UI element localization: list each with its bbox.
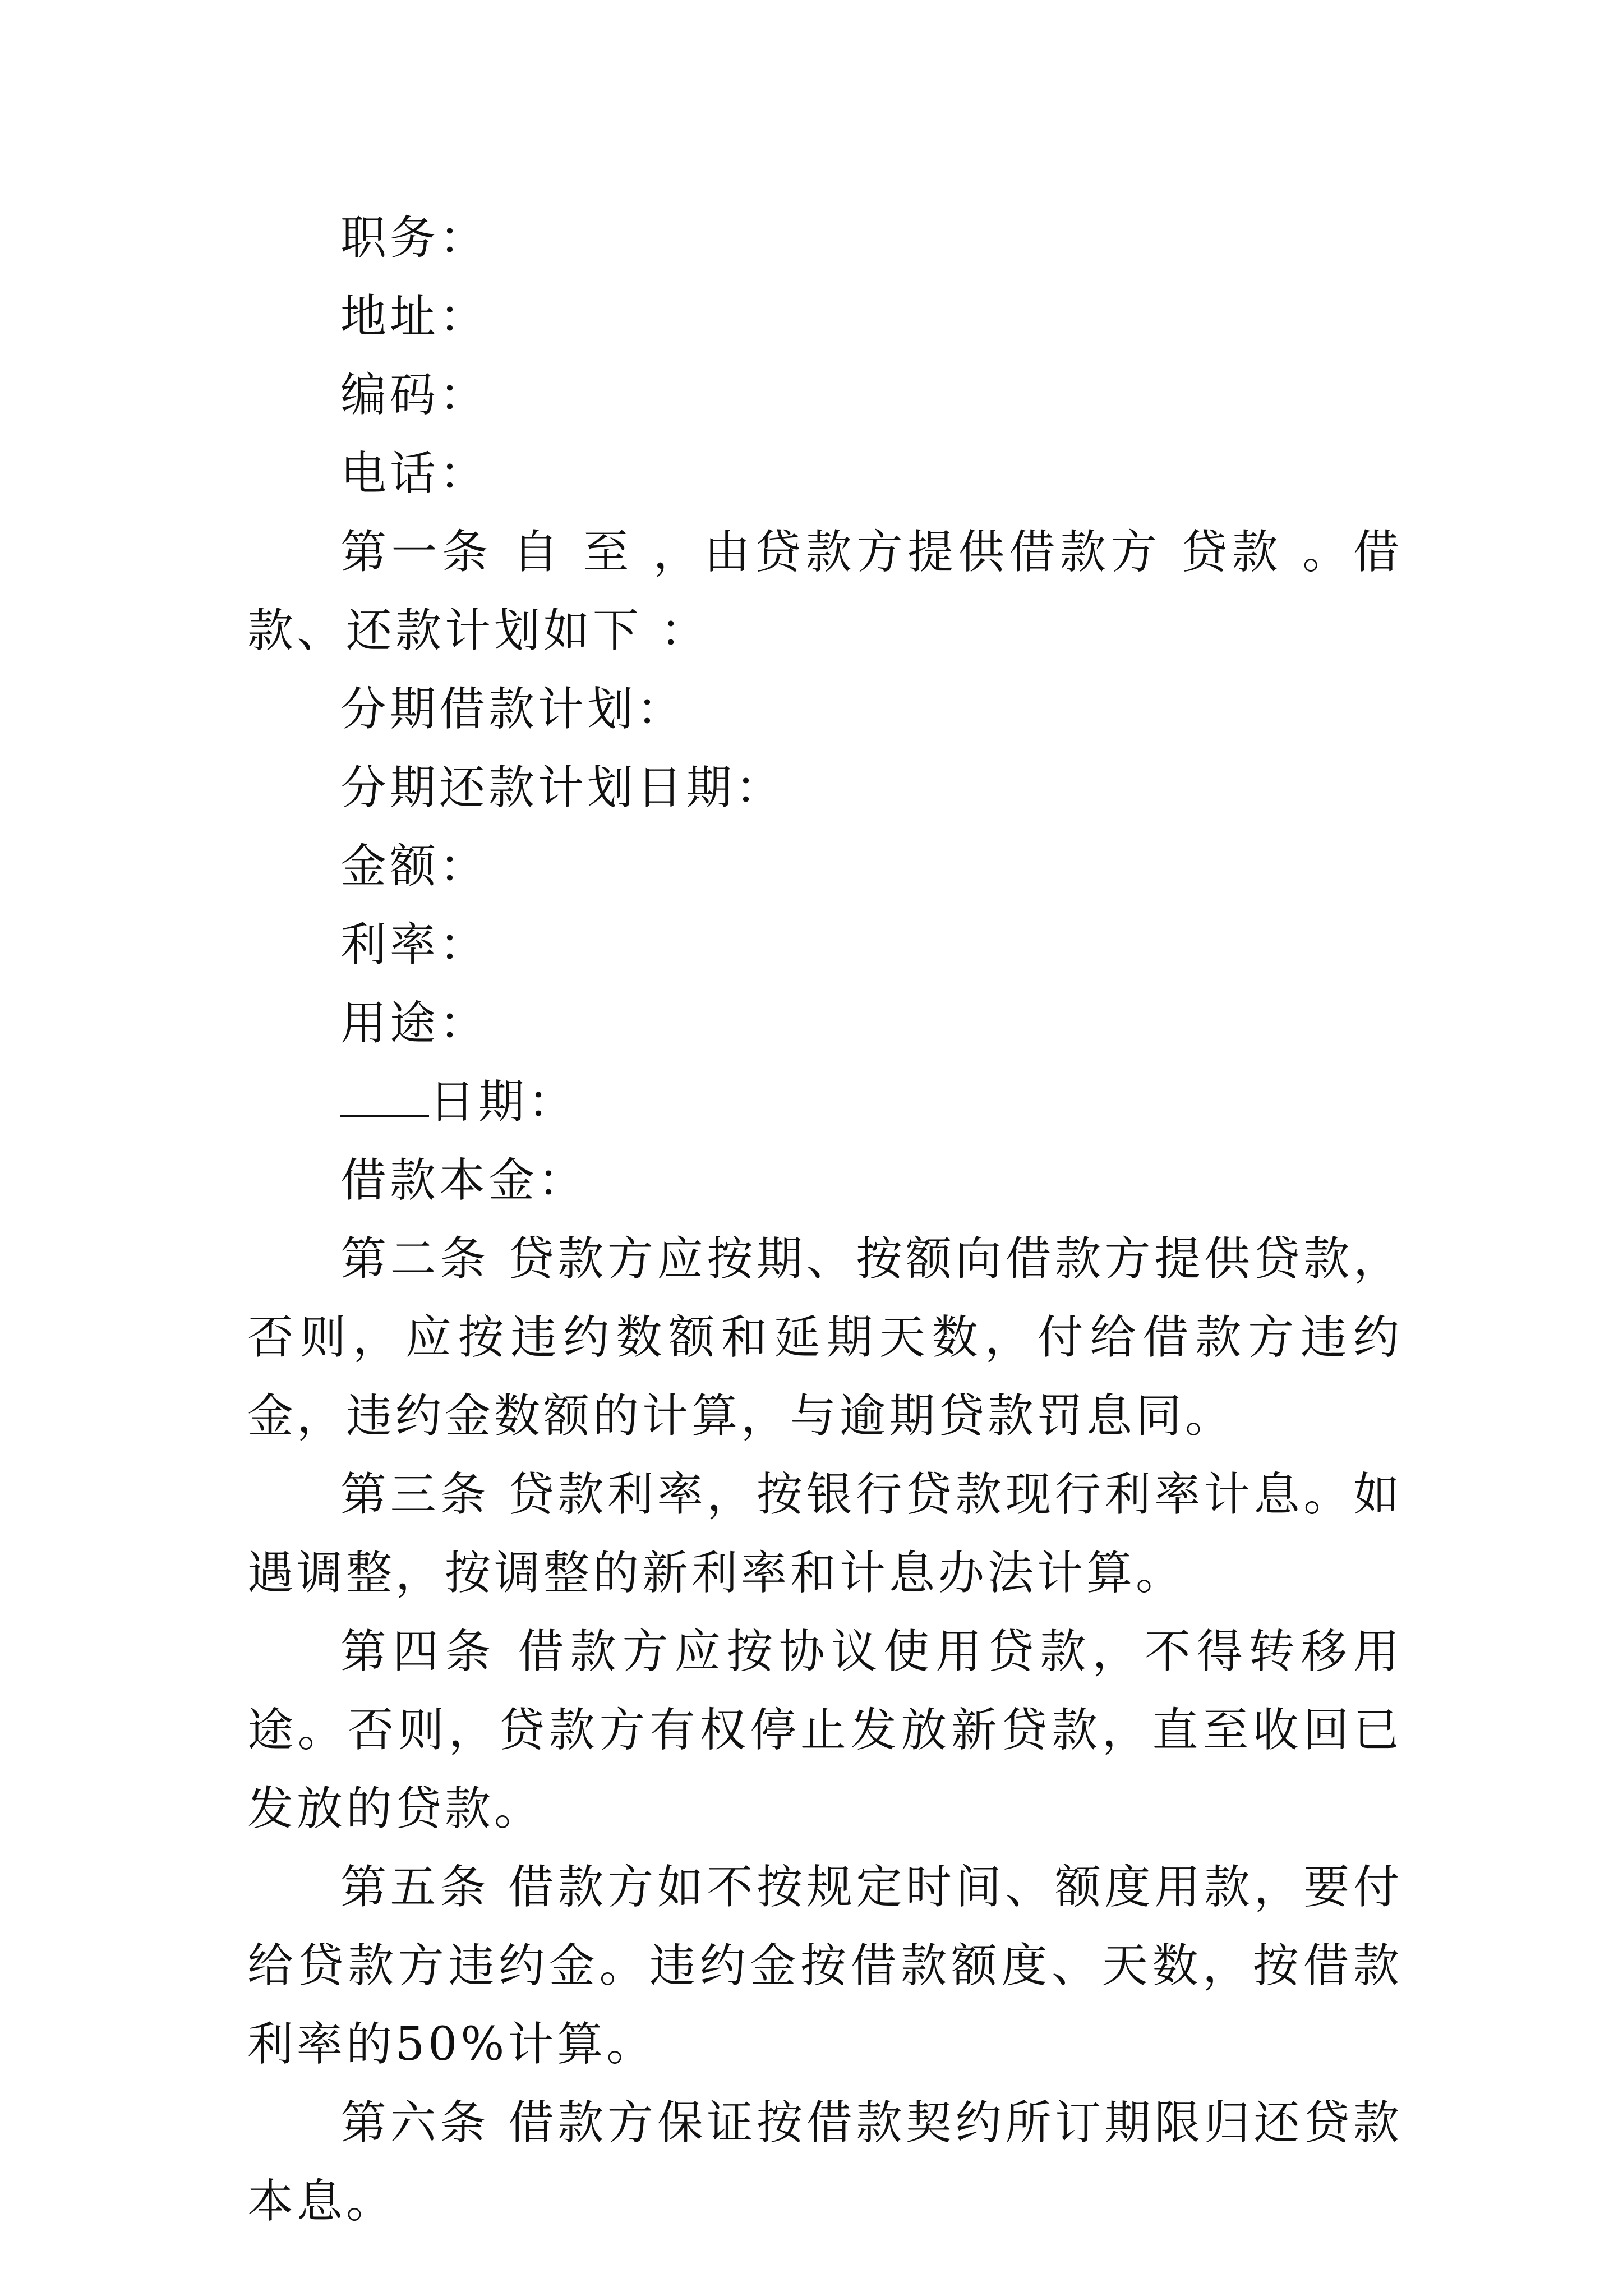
purpose-label: 用途：	[340, 997, 489, 1050]
date-line	[247, 1063, 1403, 1142]
principal-label: 借款本金：	[340, 1154, 588, 1207]
repay-plan-date-label: 分期还款计划日期：	[340, 761, 785, 815]
blank-underline	[340, 1070, 429, 1117]
contract-body	[247, 199, 1403, 2241]
article-2: 第二条 贷款方应按期、按额向借款方提供贷款，否则，应按违约数额和延期天数，付给借款方违约金，违约金数额的计算，与逾期贷款罚息同。	[247, 1232, 1403, 1443]
postcode-field: 编码：	[340, 369, 489, 422]
rate-label: 利率：	[340, 918, 489, 972]
phone-field: 电话：	[340, 447, 489, 500]
amount-label: 金额：	[340, 840, 489, 893]
date-label: 日期：	[429, 1075, 578, 1129]
position-field: 职务：	[340, 211, 489, 265]
article-3: 第三条 贷款利率，按银行贷款现行利率计息。如遇调整，按调整的新利率和计息办法计算。	[247, 1468, 1403, 1600]
article-5: 第五条 借款方如不按规定时间、额度用款，要付给贷款方违约金。违约金按借款额度、天数，按借款利率的50%计算。	[247, 1861, 1403, 2071]
article-6: 第六条 借款方保证按借款契约所订期限归还贷款本息。	[247, 2096, 1403, 2228]
address-field: 地址：	[340, 290, 489, 343]
borrow-plan-label: 分期借款计划：	[340, 683, 686, 736]
article-4: 第四条 借款方应按协议使用贷款，不得转移用途。否则，贷款方有权停止发放新贷款，直至收回已发放的贷款。	[247, 1625, 1403, 1835]
article-1: 第一条 自 至 ，由贷款方提供借款方 贷款 。借款、还款计划如下 ：	[247, 526, 1403, 657]
